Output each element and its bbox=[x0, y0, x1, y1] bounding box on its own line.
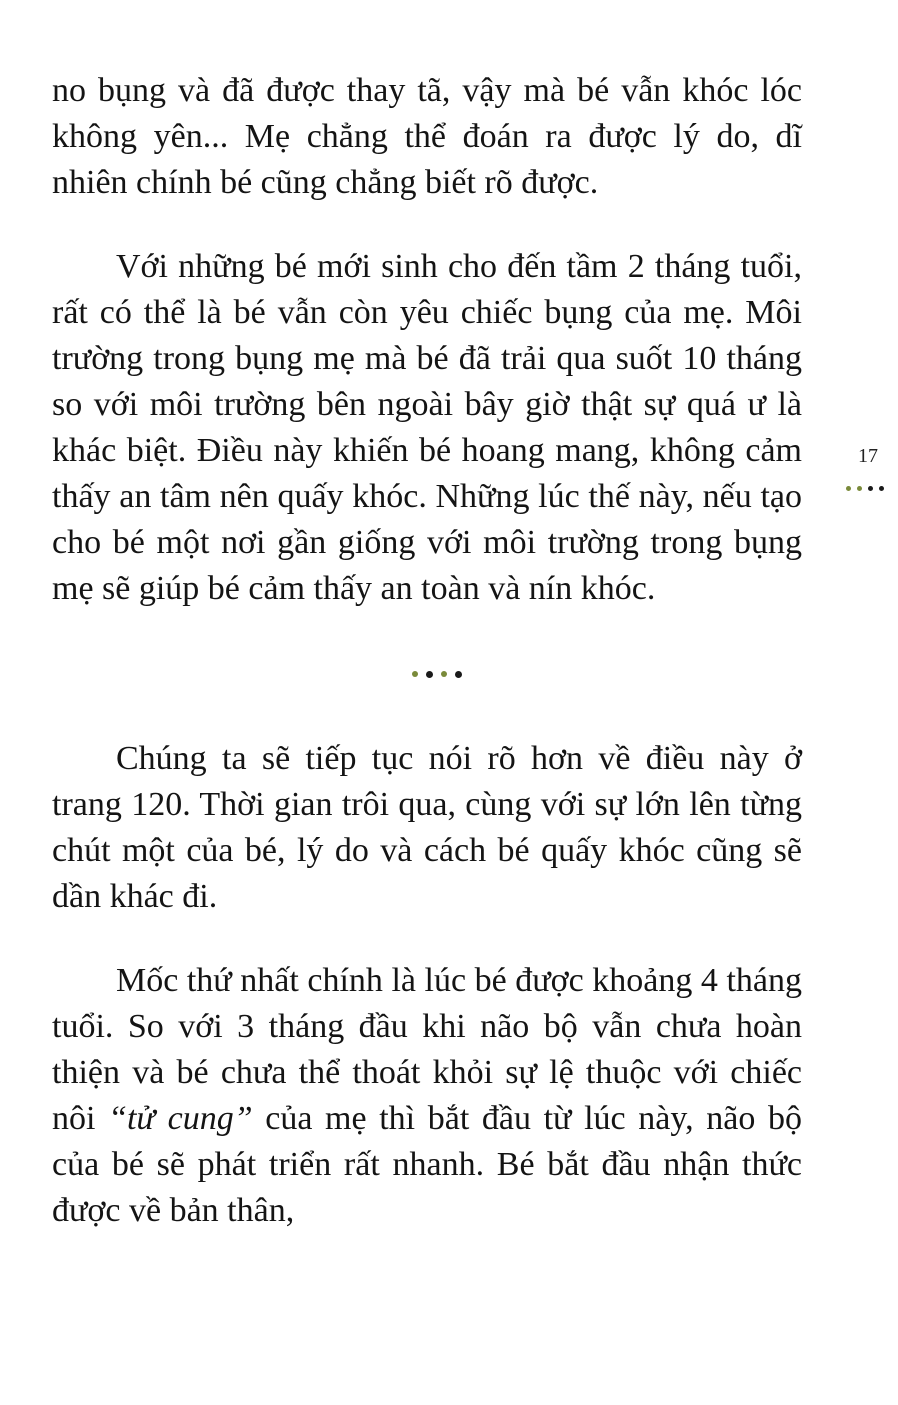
paragraph-gap bbox=[52, 206, 802, 244]
paragraph-page-reference: Chúng ta sẽ tiếp tục nói rõ hơn về điều này ở trang 120. Thời gian trôi qua, cùng với sự lớn lên từng chút một của bé, lý do và cách bé quấy khóc cũng sẽ dần khác đi. bbox=[52, 740, 802, 915]
section-gap bbox=[52, 612, 802, 652]
ornament-dot bbox=[441, 671, 447, 677]
ornament-dot bbox=[455, 671, 462, 678]
ornament-dot bbox=[868, 486, 873, 491]
ornament-dot bbox=[846, 486, 851, 491]
paragraph-four-months bbox=[52, 958, 802, 1234]
ornament-dot bbox=[412, 671, 418, 677]
paragraph-continuation: no bụng và đã được thay tã, vậy mà bé vẫn khóc lóc không yên... Mẹ chẳng thể đoán ra được lý do, dĩ nhiên chính bé cũng chẳng biết rõ được. bbox=[52, 72, 802, 201]
paragraph-text-start: Mốc thứ nhất chính là lúc bé được khoảng 4 tháng tuổi. So với 3 tháng đầu khi não bộ vẫn chưa hoàn thiện và bé chưa thể thoát khỏi sự lệ thuộc với chiếc nôi bbox=[52, 962, 802, 1137]
paragraph-text-end: của mẹ thì bắt đầu từ lúc này, não bộ của bé sẽ phát triển rất nhanh. Bé bắt đầu nhận thức được về bản thân, bbox=[52, 1100, 802, 1229]
section-separator bbox=[52, 652, 802, 696]
ornament-dot bbox=[426, 671, 433, 678]
ornament-dot bbox=[879, 486, 884, 491]
page-number: 17 bbox=[858, 445, 878, 467]
page-number-ornament-icon bbox=[846, 486, 884, 491]
four-dot-ornament-icon bbox=[412, 671, 462, 678]
paragraph-gap bbox=[52, 920, 802, 958]
ornament-dot bbox=[857, 486, 862, 491]
emphasis-womb: “tử cung” bbox=[108, 1100, 253, 1137]
paragraph-newborn: Với những bé mới sinh cho đến tầm 2 tháng tuổi, rất có thể là bé vẫn còn yêu chiếc bụng của mẹ. Môi trường trong bụng mẹ mà bé đã trải qua suốt 10 tháng so với môi trường bên ngoài bây giờ thật sự quá ư là khác biệt. Điều này khiến bé hoang mang, không cảm thấy an tâm nên quấy khóc. Những lúc thế này, nếu tạo cho bé một nơi gần giống với môi trường trong bụng mẹ sẽ giúp bé cảm thấy an toàn và nín khóc. bbox=[52, 248, 802, 607]
section-gap bbox=[52, 696, 802, 736]
body-text bbox=[52, 68, 802, 1234]
